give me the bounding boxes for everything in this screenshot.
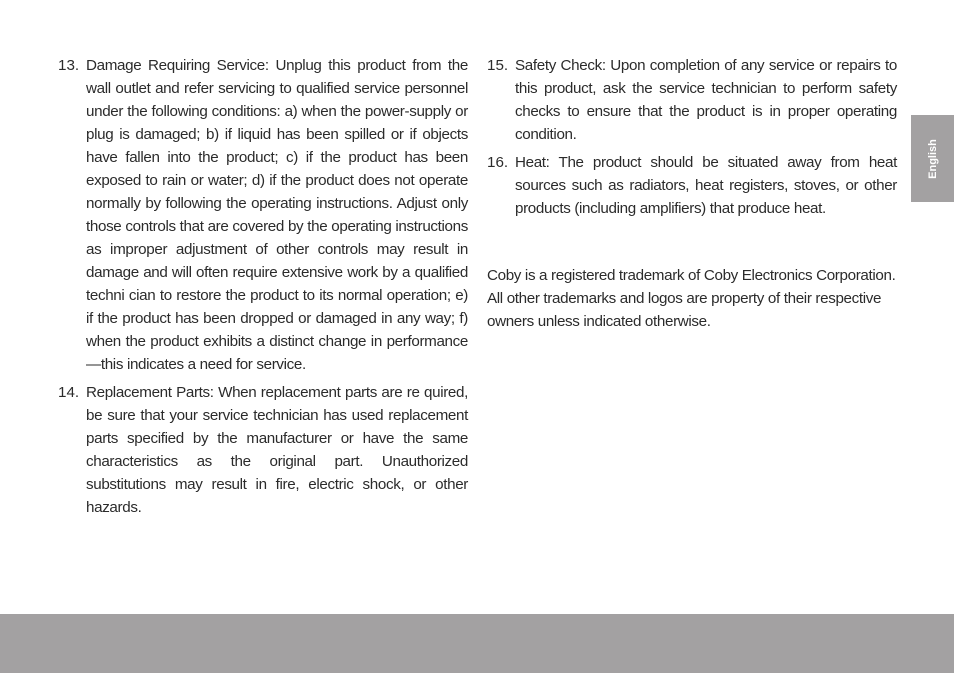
list-item-safety-check <box>487 54 897 146</box>
item-text: Heat: The product should be situated away from heat sources such as radiators, heat registers, stoves, or other products (including amplifiers) that produce heat. <box>515 154 897 217</box>
trademark-note: Coby is a registered trademark of Coby Electronics Corporation. All other trademarks and logos are property of their respective owners unless indicated otherwise. <box>487 267 896 330</box>
item-number: 14. <box>58 384 80 401</box>
item-number: 13. <box>58 57 80 74</box>
language-tab <box>911 115 954 202</box>
item-text: Safety Check: Upon completion of any service or repairs to this product, ask the service technician to perform safety checks to ensure that the product is in proper operating condition. <box>515 57 897 143</box>
footer-bar <box>0 614 954 673</box>
list-item-damage-requiring-service <box>58 54 468 376</box>
item-number: 15. <box>487 57 509 74</box>
item-text: Replacement Parts: When replacement parts are re quired, be sure that your service technician has used replacement parts specified by the manufacturer or have the same characteristics as the original part. Unauthorized substitutions may result in fire, electric shock, or other hazards. <box>86 384 468 516</box>
item-number: 16. <box>487 154 509 171</box>
list-item-replacement-parts <box>58 381 468 519</box>
left-column <box>58 54 468 524</box>
language-tab-label: English <box>926 138 939 179</box>
list-item-heat <box>487 151 897 220</box>
right-column <box>487 54 897 333</box>
item-text: Damage Requiring Service: Unplug this product from the wall outlet and refer servicing to qualified service personnel under the following conditions: a) when the power-supply or plug is damaged; b) if liquid has been spilled or if objects have fallen into the product; c) if the product has been exposed to rain or water; d) if the product does not operate normally by following the operating instructions. Adjust only those controls that are covered by the operating instructions as improper adjustment of other controls may result in damage and will often require extensive work by a qualified techni cian to restore the product to its normal operation; e) if the product has been dropped or damaged in any way; f) when the product exhibits a distinct change in performance—this indicates a need for service. <box>86 57 468 373</box>
